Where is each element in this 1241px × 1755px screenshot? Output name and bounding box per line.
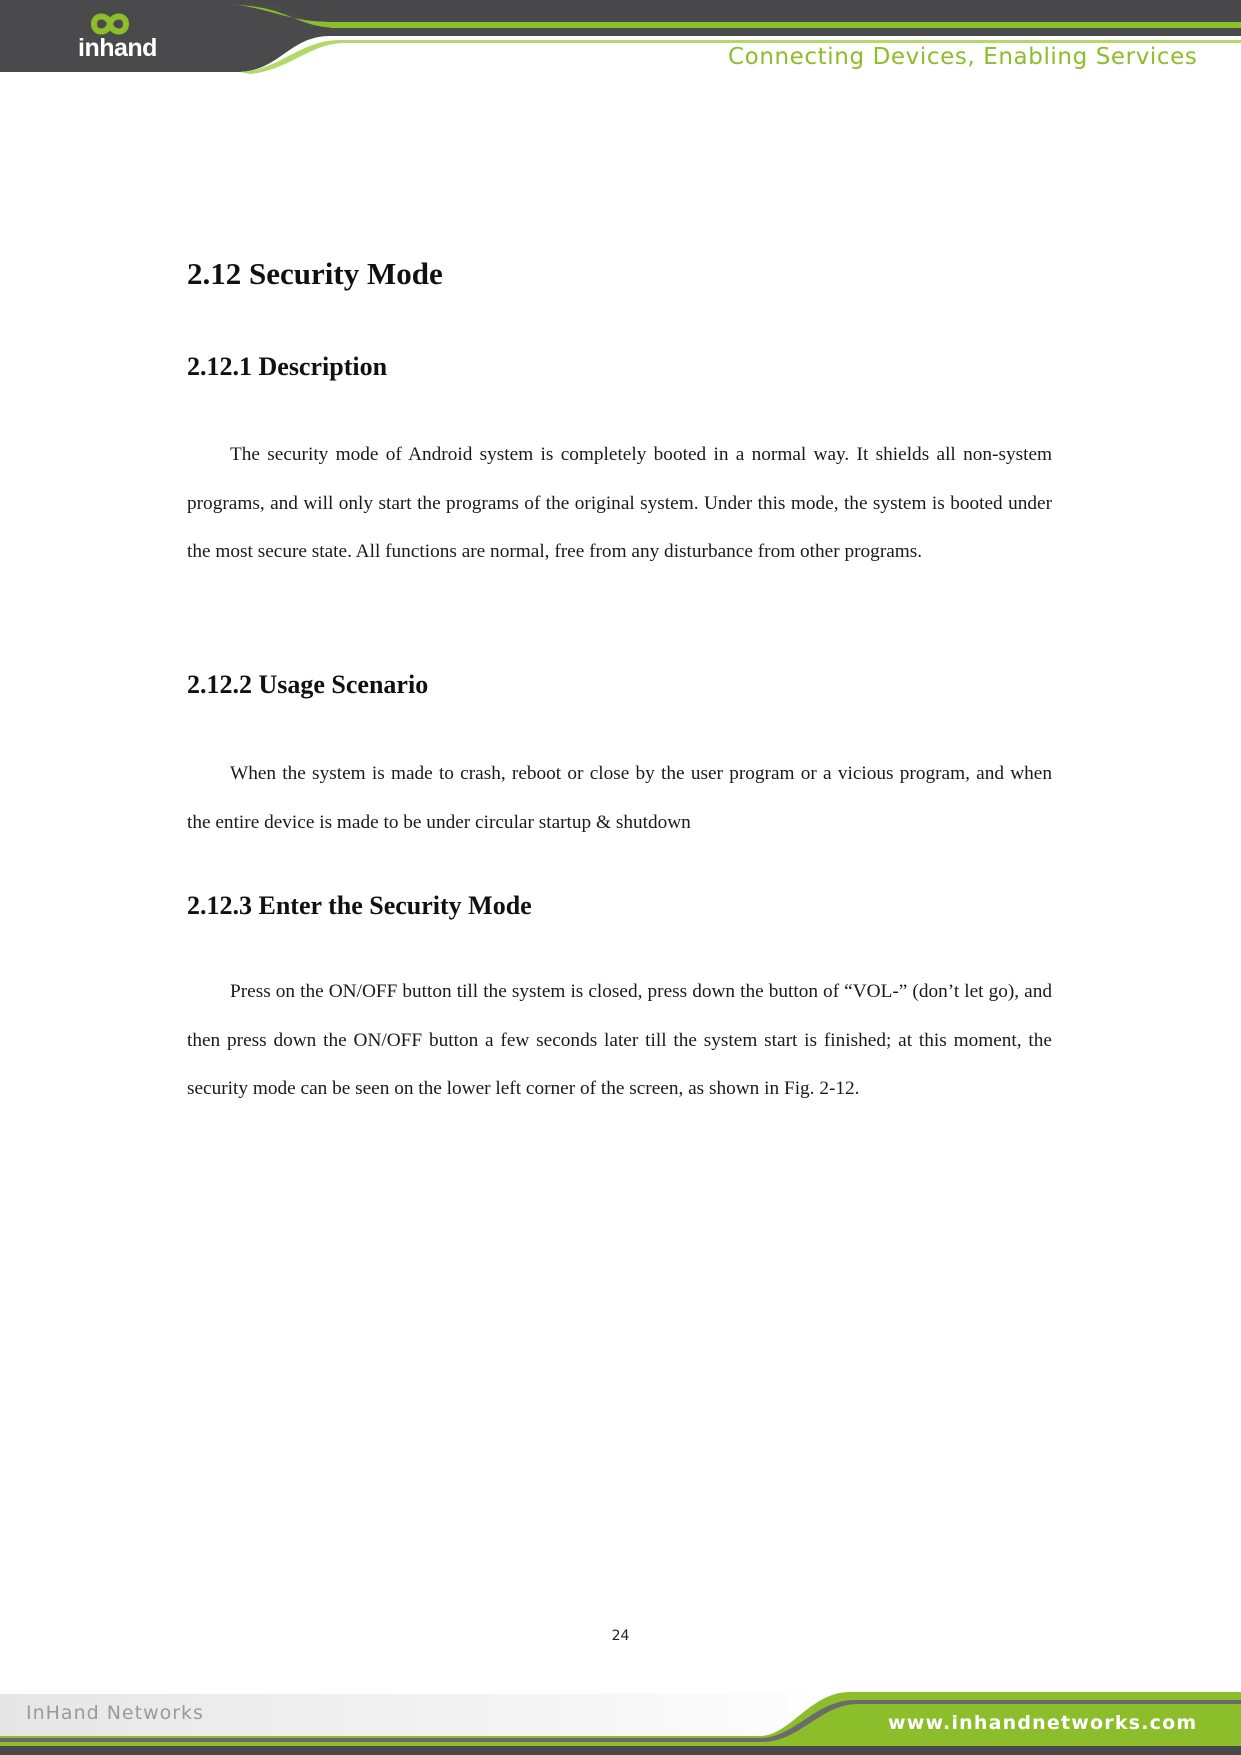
company-logo <box>72 8 157 66</box>
subsection-heading-enter: 2.12.3 Enter the Security Mode <box>187 891 532 920</box>
subsection-heading-description: 2.12.1 Description <box>187 352 388 381</box>
page-number: 24 <box>611 1628 630 1644</box>
footer-company-name: InHand Networks <box>26 1702 204 1724</box>
usage-paragraph: When the system is made to crash, reboot or close by the user program or a vicious program, and when the entire device is made to be under circular startup & shutdown <box>187 763 1052 833</box>
section-title: 2.12 Security Mode <box>187 256 443 291</box>
logo-wordmark: inhand <box>78 34 157 62</box>
enter-paragraph: Press on the ON/OFF button till the system is closed, press down the button of “VOL-” (don’t let go), and then press down the ON/OFF button a few seconds later till the system start is finished; at this moment, the security mode can be seen on the lower left corner of the screen, as shown in Fig. 2-12. <box>187 981 1052 1099</box>
subsection-heading-usage: 2.12.2 Usage Scenario <box>187 670 429 699</box>
description-paragraph: The security mode of Android system is completely booted in a normal way. It shields all non-system programs, and will only start the programs of the original system. Under this mode, the system is booted under the most secure state. All functions are normal, free from any disturbance from other programs. <box>187 444 1052 562</box>
footer-website: www.inhandnetworks.com <box>888 1712 1198 1734</box>
page-header <box>0 0 1241 80</box>
page-footer <box>0 1680 1241 1755</box>
header-tagline: Connecting Devices, Enabling Services <box>728 44 1198 70</box>
